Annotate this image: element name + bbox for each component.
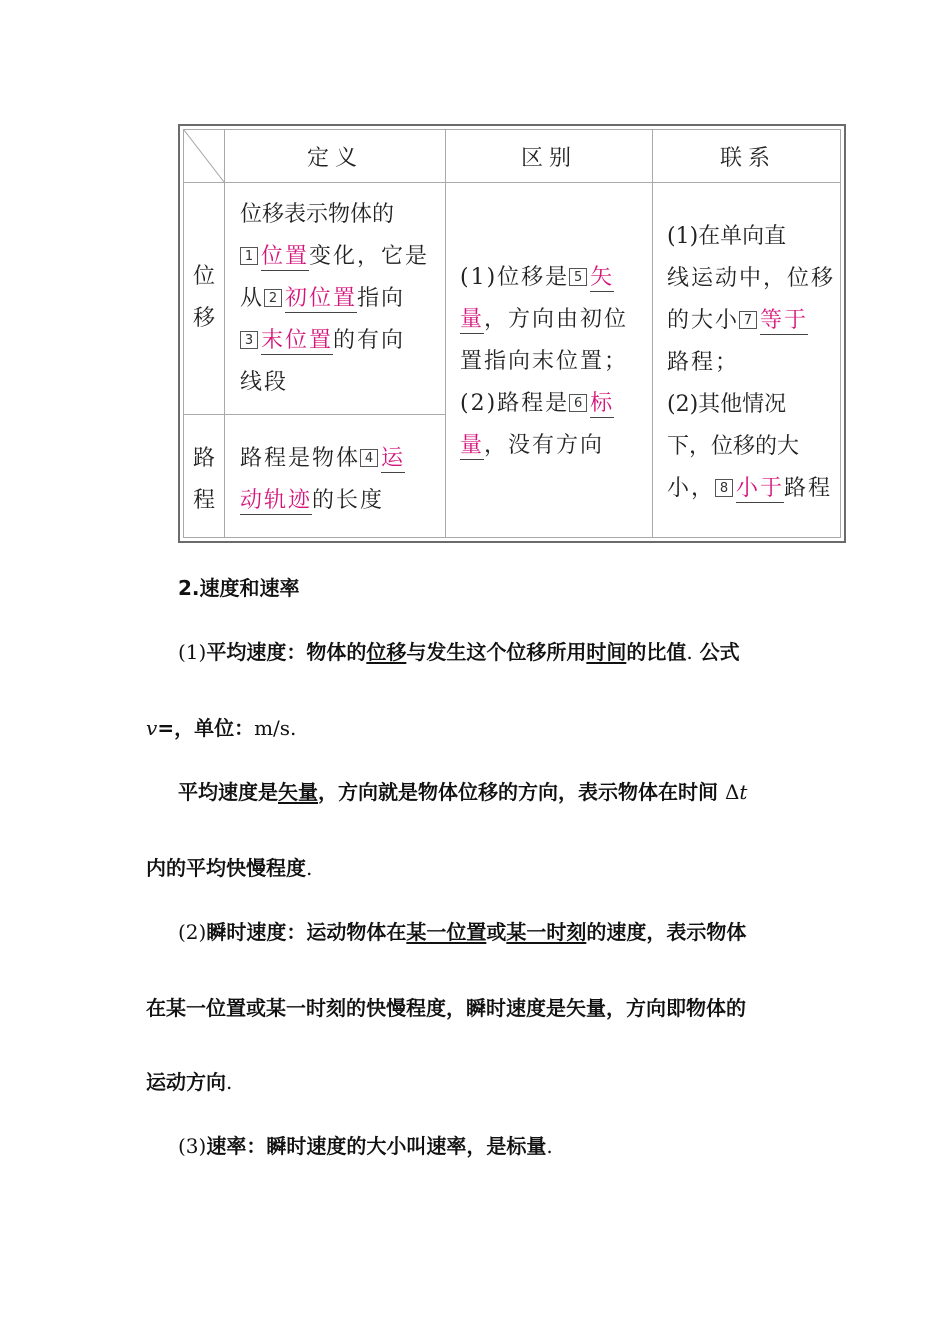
paragraph-vector-cont xyxy=(146,852,312,881)
text-line xyxy=(240,438,434,480)
row-label-char: 位 xyxy=(192,264,215,289)
blank-number-box: 2 xyxy=(264,289,282,307)
text: 路程； xyxy=(667,350,740,375)
text: 线运动中，位移 xyxy=(667,266,836,291)
row-label-char: 移 xyxy=(192,306,215,331)
text: 的长度 xyxy=(312,488,385,513)
answer-text: 动轨迹 xyxy=(240,488,313,513)
header-relation: 联系 xyxy=(719,145,776,171)
answer-text: 矢 xyxy=(590,265,615,290)
item-number: (2) xyxy=(178,920,207,944)
text-line xyxy=(240,362,434,404)
underlined-term: 矢量 xyxy=(278,780,318,804)
time-symbol: t xyxy=(739,780,748,804)
text: =，单位： xyxy=(157,716,255,740)
difference-cell xyxy=(460,257,646,467)
relation-cell xyxy=(667,216,839,510)
table-divider xyxy=(184,182,840,183)
heading-text: 2.速度和速率 xyxy=(178,576,300,600)
unit-text: m/s xyxy=(254,716,291,740)
answer-text: 小于 xyxy=(736,476,785,501)
text: 的有向 xyxy=(333,328,406,353)
paragraph-speed xyxy=(178,1130,553,1159)
row-label-displacement xyxy=(184,256,224,340)
text-line xyxy=(460,341,646,383)
text: 瞬时速度：运动物体在 xyxy=(206,920,407,944)
answer-text: 初位置 xyxy=(285,286,358,311)
text: 变化，它是 xyxy=(309,244,430,269)
text: ，没有方向 xyxy=(484,433,605,458)
answer-text: 量 xyxy=(460,307,485,332)
underlined-term: 时间 xyxy=(586,640,627,664)
text: . xyxy=(290,716,297,740)
text-line xyxy=(460,257,646,299)
paragraph-vector xyxy=(178,776,747,805)
text: 下，位移的大 xyxy=(667,434,800,459)
text-line xyxy=(240,320,434,362)
paragraph-instant-velocity-end xyxy=(146,1066,232,1095)
paragraph-instant-velocity-cont xyxy=(146,992,746,1021)
distance-definition xyxy=(240,438,434,522)
answer-text: 等于 xyxy=(760,308,809,333)
header-difference: 区别 xyxy=(520,145,577,171)
text: 内的平均快慢程度 xyxy=(146,856,306,880)
answer-text: 量 xyxy=(460,433,485,458)
text: 平均速度：物体的 xyxy=(206,640,367,664)
row-label-char: 路 xyxy=(192,446,215,471)
text: 的速度，表示物体 xyxy=(586,920,747,944)
text-line xyxy=(667,384,839,426)
delta-symbol: Δ xyxy=(724,780,740,804)
text-line xyxy=(460,425,646,467)
text-line xyxy=(667,300,839,342)
text: (2)其他情况 xyxy=(667,392,787,417)
blank-number-box: 4 xyxy=(360,449,378,467)
text: (1)位移是 xyxy=(460,265,570,290)
text: ，方向就是物体位移的方向，表示物体在时间 xyxy=(318,780,718,804)
text: 的大小 xyxy=(667,308,740,333)
text-line xyxy=(667,468,839,510)
text: . xyxy=(546,1134,553,1158)
text: 或 xyxy=(486,920,507,944)
blank-number-box: 1 xyxy=(240,247,258,265)
text: 在某一位置或某一时刻的快慢程度，瞬时速度是矢量，方向即物体的 xyxy=(146,996,746,1020)
text: (1)在单向直 xyxy=(667,224,787,249)
blank-number-box: 8 xyxy=(715,479,733,497)
text: 小， xyxy=(667,476,716,501)
paragraph-formula-unit xyxy=(146,712,296,741)
text-line xyxy=(240,194,434,236)
text: 线段 xyxy=(240,370,289,395)
section-heading xyxy=(178,572,300,601)
text: 速率：瞬时速度的大小叫速率，是标量 xyxy=(206,1134,547,1158)
table-divider xyxy=(224,130,225,537)
item-number: (3) xyxy=(178,1134,207,1158)
text: 指向 xyxy=(357,286,406,311)
velocity-symbol: v xyxy=(146,716,158,740)
text: 从 xyxy=(240,286,265,311)
text: 路程 xyxy=(784,476,833,501)
text: . xyxy=(306,856,313,880)
text: 平均速度是 xyxy=(178,780,278,804)
underlined-term: 某一位置 xyxy=(406,920,487,944)
text: . xyxy=(226,1070,233,1094)
answer-text: 运 xyxy=(381,446,406,471)
row-label-char: 程 xyxy=(192,488,215,513)
text-line xyxy=(240,236,434,278)
text: (2)路程是 xyxy=(460,391,570,416)
text-line xyxy=(460,383,646,425)
table-divider xyxy=(445,130,446,537)
text-line xyxy=(667,216,839,258)
underlined-term: 某一时刻 xyxy=(506,920,587,944)
paragraph-average-velocity xyxy=(178,636,740,665)
text-line xyxy=(667,258,839,300)
text: 置指向末位置； xyxy=(460,349,629,374)
blank-number-box: 6 xyxy=(569,394,587,412)
text-line xyxy=(240,278,434,320)
table-divider xyxy=(652,130,653,537)
text: 的比值 xyxy=(626,640,687,664)
answer-text: 末位置 xyxy=(261,328,334,353)
text: 路程是物体 xyxy=(240,446,361,471)
text: 与发生这个位移所用 xyxy=(406,640,587,664)
text-line xyxy=(667,342,839,384)
table-divider xyxy=(184,414,445,415)
text: 位移表示物体的 xyxy=(240,202,395,227)
text-line xyxy=(240,480,434,522)
underlined-term: 位移 xyxy=(366,640,407,664)
text: . xyxy=(686,640,693,664)
table-grid xyxy=(183,129,841,538)
corner-diagonal xyxy=(184,130,224,182)
answer-text: 标 xyxy=(590,391,615,416)
row-label-distance xyxy=(184,438,224,522)
blank-number-box: 7 xyxy=(739,311,757,329)
blank-number-box: 5 xyxy=(569,268,587,286)
text: ，方向由初位 xyxy=(484,307,629,332)
blank-number-box: 3 xyxy=(240,331,258,349)
text: 运动方向 xyxy=(146,1070,226,1094)
item-number: (1) xyxy=(178,640,207,664)
header-definition: 定义 xyxy=(306,145,363,171)
text-line xyxy=(667,426,839,468)
answer-text: 位置 xyxy=(261,244,310,269)
concept-table xyxy=(178,124,846,543)
text-line xyxy=(460,299,646,341)
displacement-definition xyxy=(240,194,434,404)
paragraph-instant-velocity xyxy=(178,916,746,945)
text: 公式 xyxy=(699,640,740,664)
